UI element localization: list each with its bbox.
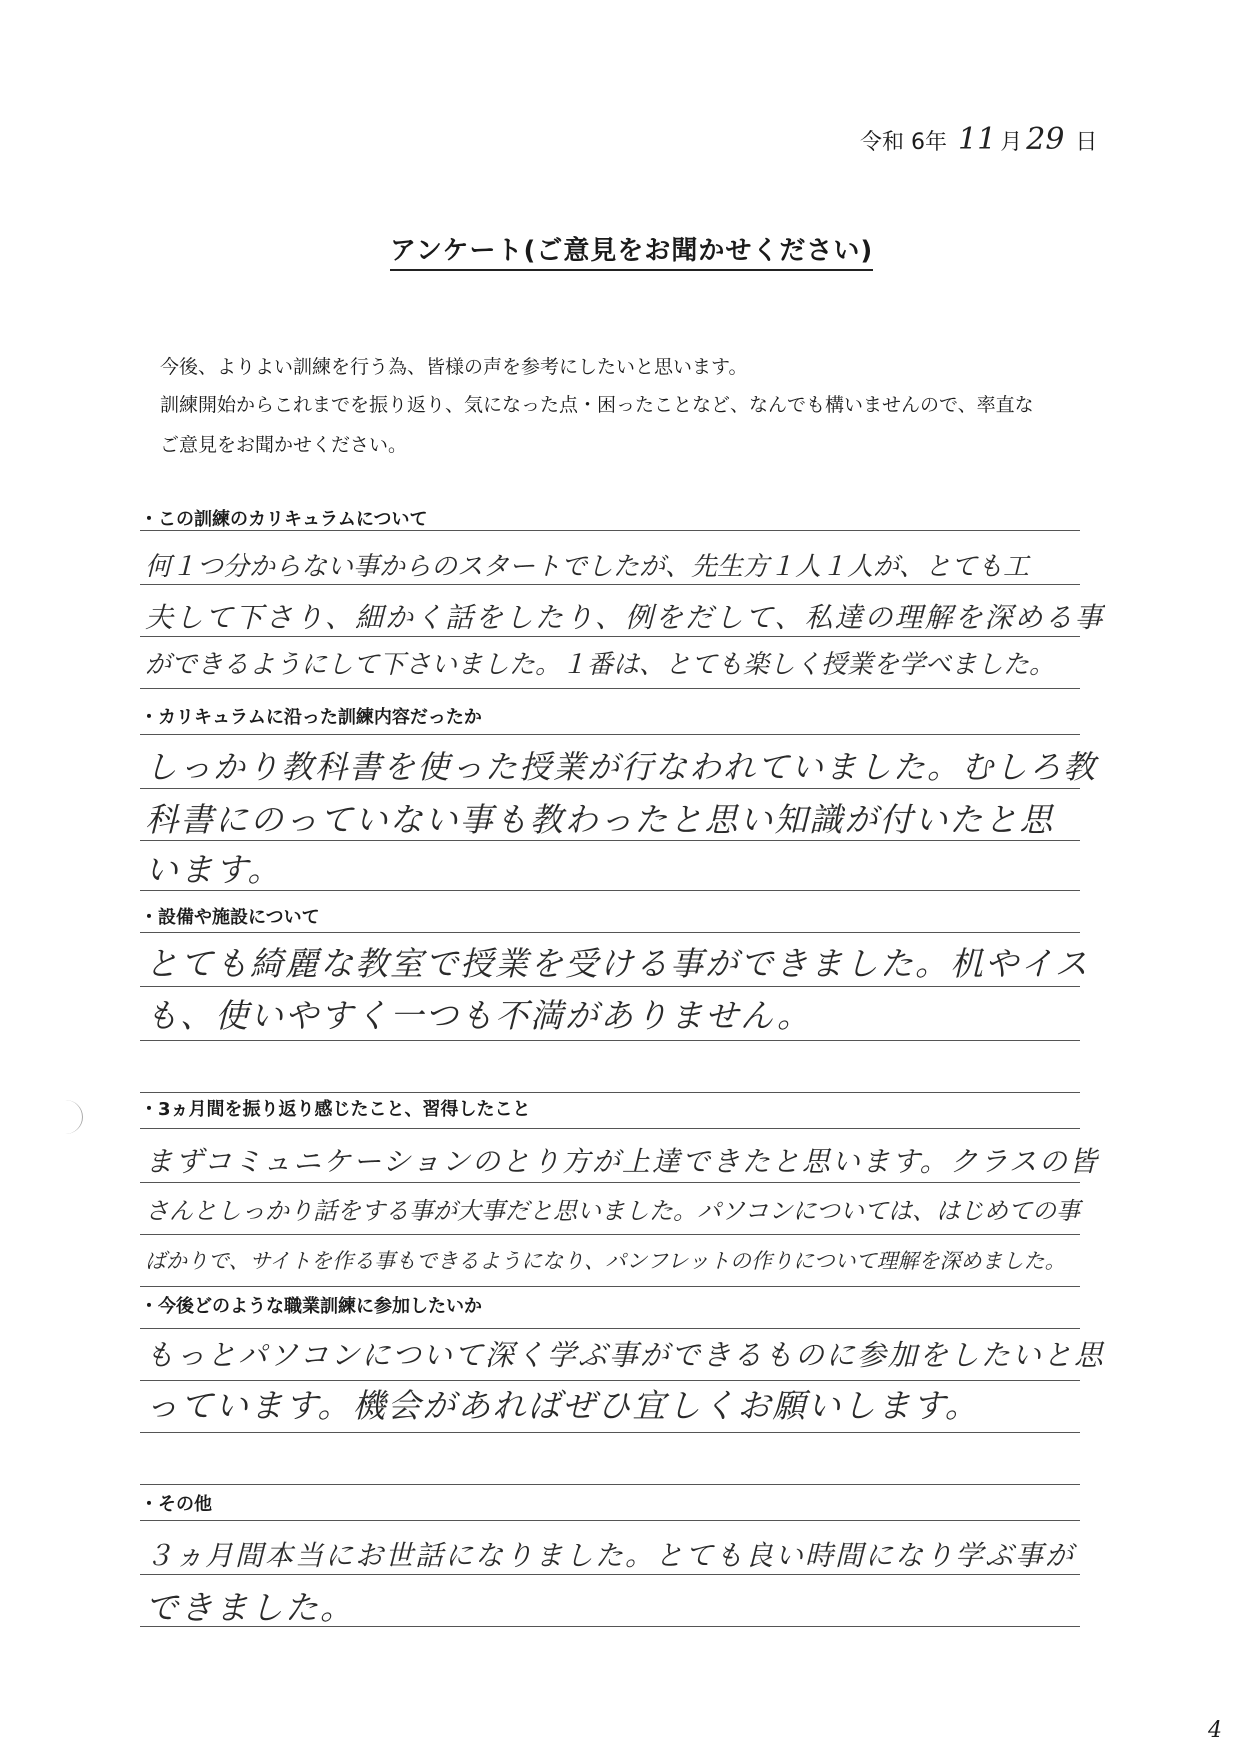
answer-line: もっとパソコンについて深く学ぶ事ができるものに参加をしたいと思	[145, 1338, 1105, 1372]
date-day-unit: 日	[1075, 130, 1098, 155]
answer-line: ができるようにして下さいました。１番は、とても楽しく授業を学べました。	[145, 650, 1056, 680]
date-year-unit: 年	[925, 130, 948, 155]
intro-line-1: 今後、よりよい訓練を行う為、皆様の声を参考にしたいと思います。	[160, 356, 748, 378]
intro-line-3: ご意見をお聞かせください。	[160, 434, 408, 456]
rule	[140, 1484, 1080, 1485]
date-year: 6	[911, 130, 926, 155]
rule	[140, 1520, 1080, 1521]
answer-line: 科書にのっていない事も教わったと思い知識が付いたと思	[145, 800, 1055, 839]
answer-line: っています。機会があればぜひ宜しくお願いします。	[145, 1386, 980, 1425]
date-day: 29	[1026, 122, 1065, 157]
answer-line: さんとしっかり話をする事が大事だと思いました。パソコンについては、はじめての事	[145, 1197, 1081, 1225]
rule	[140, 734, 1080, 735]
section-label-reflection: ・3ヵ月間を振り返り感じたこと、習得したこと	[140, 1099, 531, 1120]
intro-line-2: 訓練開始からこれまでを振り返り、気になった点・困ったことなど、なんでも構いませんので、率直な	[160, 394, 1034, 416]
answer-line: 何１つ分からない事からのスタートでしたが、先生方１人１人が、とても工	[145, 552, 1030, 582]
section-label-other: ・その他	[140, 1494, 212, 1515]
rule	[140, 1128, 1080, 1129]
rule	[140, 1328, 1080, 1329]
answer-line: も、使いやすく一つも不満がありません。	[145, 996, 812, 1035]
date-era: 令和	[860, 130, 905, 155]
section-label-content: ・カリキュラムに沿った訓練内容だったか	[140, 707, 482, 728]
rule	[140, 1432, 1080, 1433]
section-label-curriculum: ・この訓練のカリキュラムについて	[140, 509, 428, 530]
scan-mark	[48, 1100, 83, 1134]
answer-line: とても綺麗な教室で授業を受ける事ができました。机やイス	[145, 944, 1090, 983]
answer-line: ３ヵ月間本当にお世話になりました。とても良い時間になり学ぶ事が	[145, 1539, 1076, 1572]
page-number: 4	[1208, 1718, 1222, 1743]
answer-line: できました。	[145, 1588, 355, 1627]
answer-line: ばかりで、サイトを作る事もできるようになり、パンフレットの作りについて理解を深めました。	[145, 1249, 1066, 1273]
rule	[140, 1092, 1080, 1093]
section-label-facilities: ・設備や施設について	[140, 907, 320, 928]
page-title: アンケート(ご意見をお聞かせください)	[390, 230, 873, 271]
date-line	[860, 122, 1097, 157]
answer-line: 夫して下さり、細かく話をしたり、例をだして、私達の理解を深める事	[145, 601, 1105, 634]
rule	[140, 530, 1080, 531]
section-label-future: ・今後どのような職業訓練に参加したいか	[140, 1296, 482, 1317]
answer-line: しっかり教科書を使った授業が行なわれていました。むしろ教	[145, 748, 1098, 786]
date-month: 11	[958, 122, 997, 157]
rule	[140, 932, 1080, 933]
answer-line: います。	[145, 850, 283, 889]
answer-line: まずコミュニケーションのとり方が上達できたと思います。クラスの皆	[145, 1145, 1099, 1178]
date-month-unit: 月	[1000, 130, 1023, 155]
